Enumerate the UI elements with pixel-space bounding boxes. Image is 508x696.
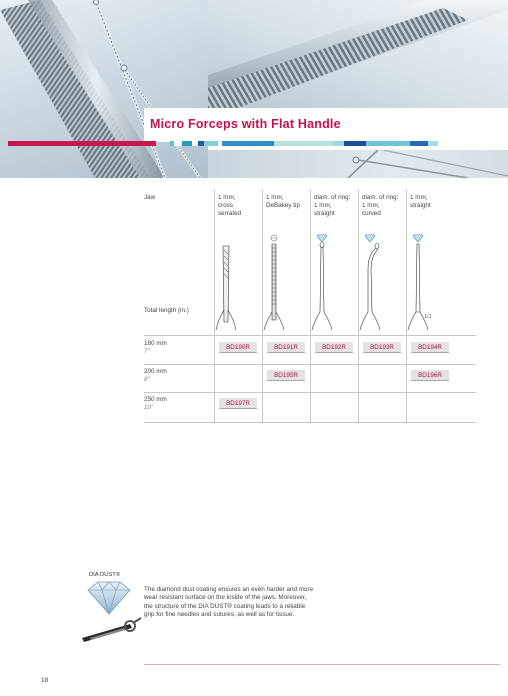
length-label [144,340,167,356]
jaw-label: Jaw [144,194,156,201]
hero-photo-left [0,0,208,178]
title-underline [8,141,156,146]
forceps-tip-debakey [262,240,286,330]
dia-dust-logo [80,580,142,651]
product-code[interactable]: BD196R [411,370,449,381]
column-header: diam. of ring: 1 mm, curved [362,194,399,217]
color-strip-segment [410,141,428,146]
color-strip-segment [344,141,366,146]
color-strip-segment [182,141,192,146]
length-label [144,396,167,412]
color-strip-segment [204,141,218,146]
dia-dust-label: DIA DUST® [89,572,121,578]
hero-photo-right [208,0,508,108]
forceps-tip-ring-curved [358,240,382,330]
length-label [144,368,167,384]
color-strip-segment [366,141,410,146]
length-mm: 200 mm [144,368,167,375]
color-strip-segment [174,141,182,146]
footer-rule [144,664,500,665]
row-divider [144,422,476,423]
column-header: diam. of ring: 1 mm, straight [314,194,351,217]
color-strip-segment [428,141,438,146]
scale-mark: 1/1 [424,314,432,320]
hero-photo-strip [208,150,508,178]
color-strip-segment [274,141,334,146]
product-code[interactable]: BD191R [267,342,305,353]
color-strip-segment [222,141,274,146]
length-inch: 10" [144,404,154,411]
column-header: 1 mm, DeBakey tip [266,194,300,209]
product-code[interactable]: BD197R [219,398,257,409]
row-divider [144,335,476,336]
length-inch: 7" [144,348,150,355]
dia-dust-description: The diamond dust coating ensures an even harder and more wear resistant surface on the inside of the jaws. Moreover, the structure of the DIA DUST® coating leads to a reliable grip for fine needles and sutures, as well as for tissue. [144,586,314,618]
page-number: 18 [41,677,49,684]
product-code[interactable]: BD194R [411,342,449,353]
length-mm: 250 mm [144,396,167,403]
page-title: Micro Forceps with Flat Handle [150,117,341,131]
product-code[interactable]: BD193R [363,342,401,353]
color-strip-segment [334,141,344,146]
product-code[interactable]: BD190R [219,342,257,353]
row-divider [144,364,476,365]
hero-image [0,0,508,178]
row-divider [144,392,476,393]
forceps-tip-ring-straight [310,240,334,330]
product-code[interactable]: BD192R [315,342,353,353]
column-header: 1 mm, straight [410,194,431,209]
diamond-icon [88,582,130,614]
product-code[interactable]: BD195R [267,370,305,381]
length-mm: 180 mm [144,340,167,347]
length-inch: 8" [144,376,150,383]
instrument-icon [82,618,141,642]
forceps-tip-serrated [214,240,238,330]
column-header: 1 mm, cross serrated [218,194,242,217]
total-length-label: Total length (in.) [144,307,189,314]
